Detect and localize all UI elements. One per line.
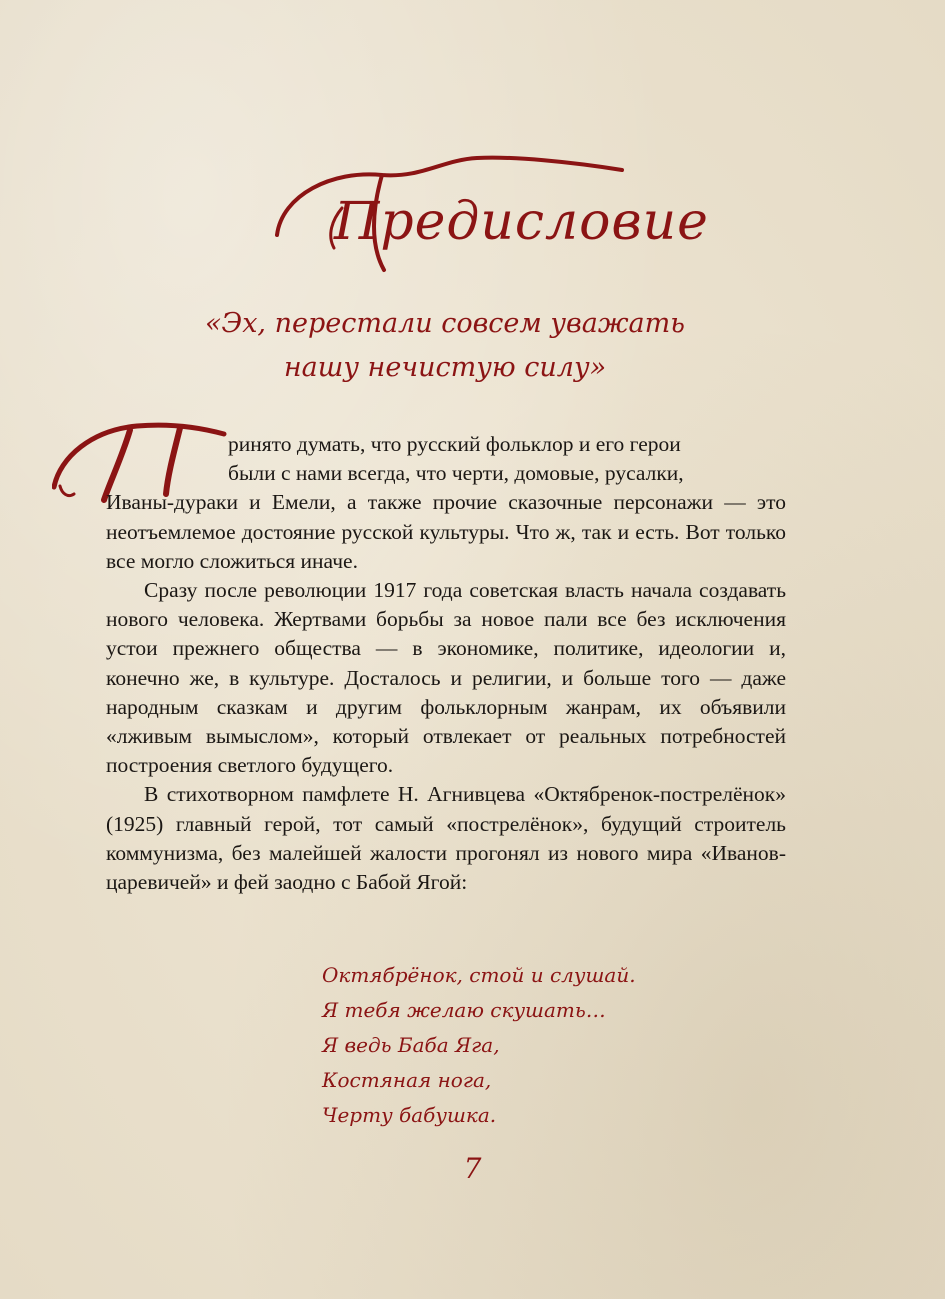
- chapter-title: [272, 140, 709, 280]
- epigraph-line-2: нашу нечистую силу»: [283, 352, 607, 383]
- paragraph-1: [106, 430, 786, 576]
- poem-line: Октябрёнок, стой и слушай.: [322, 963, 636, 987]
- paragraph-2: Сразу после революции 1917 года советская власть начала создавать нового человека. Жертвами борьбы за новое пали все без исключения устои прежнего общества — в экономике, политике, идеологии и, конечно же, в культуре. Досталось и религии, и больше того — даже народным сказкам и другим фольклорным жанрам, их объявили «лживым вымыслом», который отвлекает от реальных потребностей построения светлого будущего.: [106, 578, 786, 778]
- poem-line: Черту бабушка.: [322, 1103, 497, 1127]
- paragraph-1-rest: Иваны-дураки и Емели, а также прочие сказочные персонажи — это неотъемлемое достояние русской культуры. Что ж, так и есть. Вот только все могло сложиться иначе.: [106, 490, 786, 573]
- paragraph-3: В стихотворном памфлете Н. Агнивцева «Октябренок-пострелёнок» (1925) главный герой, тот самый «пострелёнок», будущий строитель коммунизма, без малейшей жалости прогонял из нового мира «Иванов-царевичей» и фей заодно с Бабой Ягой:: [106, 782, 786, 895]
- paragraph-1-line-2: были с нами всегда, что черти, домовые, русалки,: [228, 461, 684, 486]
- poem-quote: [322, 958, 636, 1133]
- paragraph-1-line-1: ринято думать, что русский фольклор и его герои: [228, 432, 681, 456]
- poem-line: Костяная нога,: [322, 1068, 492, 1092]
- epigraph: [150, 302, 740, 390]
- epigraph-line-1: «Эх, перестали совсем уважать: [205, 308, 685, 339]
- poem-line: Я ведь Баба Яга,: [322, 1033, 500, 1057]
- main-text: [106, 430, 786, 897]
- title-text: Предисловие: [334, 192, 709, 252]
- poem-line: Я тебя желаю скушать…: [322, 998, 606, 1022]
- page-number: 7: [463, 1152, 482, 1185]
